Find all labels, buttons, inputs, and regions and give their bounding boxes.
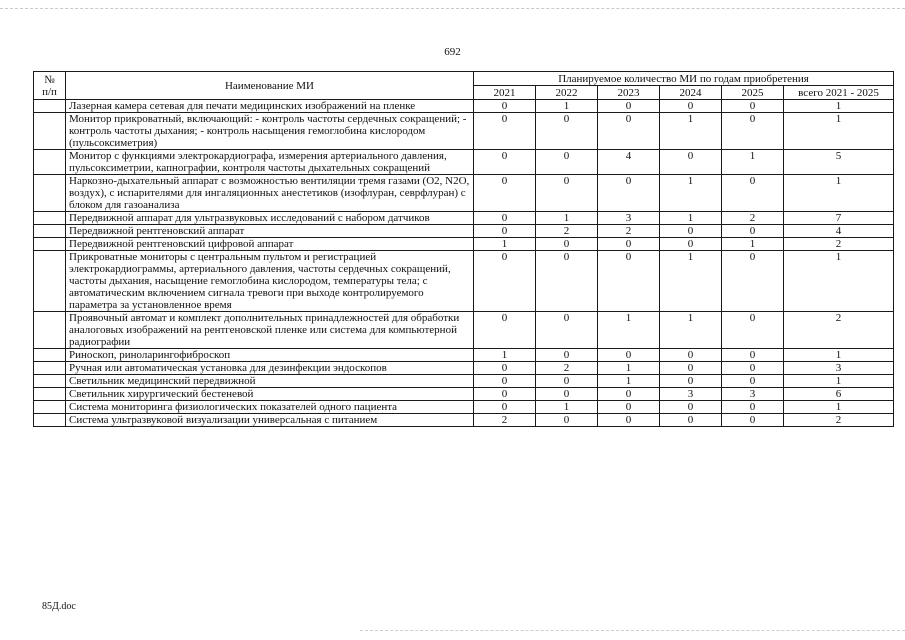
year-value-cell: 0	[660, 414, 722, 427]
year-value-cell: 0	[474, 388, 536, 401]
total-cell: 1	[784, 401, 894, 414]
header-year-2021: 2021	[474, 86, 536, 100]
table-row	[34, 238, 894, 251]
row-number-cell	[34, 349, 66, 362]
table-row	[34, 100, 894, 113]
total-cell: 6	[784, 388, 894, 401]
year-value-cell: 3	[660, 388, 722, 401]
year-value-cell: 0	[536, 238, 598, 251]
year-value-cell: 0	[660, 362, 722, 375]
year-value-cell: 1	[660, 113, 722, 150]
row-number-cell	[34, 388, 66, 401]
device-name-cell: Наркозно-дыхательный аппарат с возможностью вентиляции тремя газами (O2, N2O, воздух), с испарителями для ингаляционных анестетиков (изофлуран, севрфлуран) с блоком для газоанализа	[66, 175, 474, 212]
year-value-cell: 0	[598, 238, 660, 251]
year-value-cell: 1	[536, 100, 598, 113]
year-value-cell: 0	[660, 238, 722, 251]
year-value-cell: 1	[598, 375, 660, 388]
year-value-cell: 1	[536, 401, 598, 414]
year-value-cell: 0	[722, 349, 784, 362]
year-value-cell: 0	[474, 375, 536, 388]
year-value-cell: 1	[660, 175, 722, 212]
year-value-cell: 0	[722, 312, 784, 349]
device-name-cell: Передвижной аппарат для ультразвуковых исследований с набором датчиков	[66, 212, 474, 225]
year-value-cell: 0	[536, 375, 598, 388]
year-value-cell: 0	[660, 401, 722, 414]
year-value-cell: 0	[722, 225, 784, 238]
device-name-cell: Монитор прикроватный, включающий: - контроль частоты сердечных сокращений; - контроль частоты дыхания; - контроль насыщения гемоглобина кислородом (пульсоксиметрия)	[66, 113, 474, 150]
year-value-cell: 0	[536, 414, 598, 427]
device-name-cell: Система ультразвуковой визуализации универсальная с питанием	[66, 414, 474, 427]
table-row	[34, 175, 894, 212]
total-cell: 2	[784, 414, 894, 427]
year-value-cell: 0	[598, 401, 660, 414]
year-value-cell: 0	[598, 349, 660, 362]
year-value-cell: 0	[536, 312, 598, 349]
year-value-cell: 0	[660, 349, 722, 362]
year-value-cell: 0	[722, 375, 784, 388]
year-value-cell: 0	[474, 401, 536, 414]
equipment-table	[33, 71, 894, 427]
year-value-cell: 0	[474, 100, 536, 113]
scan-edge-bottom	[360, 630, 905, 632]
total-cell: 7	[784, 212, 894, 225]
table-row	[34, 375, 894, 388]
table-row	[34, 113, 894, 150]
total-cell: 2	[784, 312, 894, 349]
table-header	[34, 72, 894, 100]
year-value-cell: 0	[598, 113, 660, 150]
table-row	[34, 349, 894, 362]
year-value-cell: 1	[536, 212, 598, 225]
row-number-cell	[34, 150, 66, 175]
year-value-cell: 4	[598, 150, 660, 175]
row-number-cell	[34, 212, 66, 225]
year-value-cell: 0	[598, 175, 660, 212]
table-row	[34, 150, 894, 175]
year-value-cell: 2	[474, 414, 536, 427]
year-value-cell: 0	[722, 251, 784, 312]
total-cell: 1	[784, 349, 894, 362]
year-value-cell: 0	[536, 388, 598, 401]
year-value-cell: 0	[722, 100, 784, 113]
device-name-cell: Ручная или автоматическая установка для дезинфекции эндоскопов	[66, 362, 474, 375]
total-cell: 2	[784, 238, 894, 251]
year-value-cell: 1	[722, 238, 784, 251]
total-cell: 1	[784, 100, 894, 113]
row-number-cell	[34, 238, 66, 251]
device-name-cell: Риноскоп, риноларингофиброскоп	[66, 349, 474, 362]
year-value-cell: 1	[660, 251, 722, 312]
header-num: № п/п	[34, 72, 66, 100]
year-value-cell: 1	[722, 150, 784, 175]
year-value-cell: 1	[598, 362, 660, 375]
year-value-cell: 1	[474, 349, 536, 362]
page-number: 692	[444, 46, 461, 58]
total-cell: 1	[784, 175, 894, 212]
year-value-cell: 0	[722, 362, 784, 375]
row-number-cell	[34, 225, 66, 238]
header-year-2022: 2022	[536, 86, 598, 100]
year-value-cell: 0	[536, 113, 598, 150]
year-value-cell: 0	[722, 113, 784, 150]
row-number-cell	[34, 100, 66, 113]
year-value-cell: 0	[474, 113, 536, 150]
year-value-cell: 0	[598, 251, 660, 312]
device-name-cell: Светильник хирургический бестеневой	[66, 388, 474, 401]
header-year-2023: 2023	[598, 86, 660, 100]
year-value-cell: 0	[536, 150, 598, 175]
row-number-cell	[34, 414, 66, 427]
table-row	[34, 212, 894, 225]
table-row	[34, 251, 894, 312]
header-group: Планируемое количество МИ по годам приобретения	[474, 72, 894, 86]
total-cell: 5	[784, 150, 894, 175]
row-number-cell	[34, 375, 66, 388]
row-number-cell	[34, 401, 66, 414]
device-name-cell: Светильник медицинский передвижной	[66, 375, 474, 388]
total-cell: 3	[784, 362, 894, 375]
year-value-cell: 2	[598, 225, 660, 238]
year-value-cell: 0	[474, 251, 536, 312]
device-name-cell: Передвижной рентгеновский цифровой аппарат	[66, 238, 474, 251]
year-value-cell: 0	[660, 375, 722, 388]
year-value-cell: 0	[598, 388, 660, 401]
year-value-cell: 0	[536, 349, 598, 362]
year-value-cell: 2	[536, 225, 598, 238]
table-row	[34, 388, 894, 401]
year-value-cell: 0	[722, 414, 784, 427]
year-value-cell: 0	[598, 414, 660, 427]
year-value-cell: 1	[660, 312, 722, 349]
year-value-cell: 0	[722, 175, 784, 212]
header-year-2025: 2025	[722, 86, 784, 100]
year-value-cell: 0	[474, 312, 536, 349]
year-value-cell: 0	[474, 362, 536, 375]
year-value-cell: 1	[474, 238, 536, 251]
device-name-cell: Проявочный автомат и комплект дополнительных принадлежностей для обработки аналоговых изображений на рентгеновской пленке или система для компьютерной радиографии	[66, 312, 474, 349]
year-value-cell: 0	[474, 175, 536, 212]
header-name: Наименование МИ	[66, 72, 474, 100]
table-body	[34, 100, 894, 427]
table-row	[34, 225, 894, 238]
year-value-cell: 1	[598, 312, 660, 349]
device-name-cell: Монитор с функциями электрокардиографа, измерения артериального давления, пульсоксиметрии, капнографии, контроля частоты дыхательных сокращений	[66, 150, 474, 175]
year-value-cell: 3	[722, 388, 784, 401]
row-number-cell	[34, 362, 66, 375]
year-value-cell: 0	[598, 100, 660, 113]
table-row	[34, 414, 894, 427]
year-value-cell: 0	[660, 225, 722, 238]
year-value-cell: 0	[474, 225, 536, 238]
year-value-cell: 0	[660, 150, 722, 175]
year-value-cell: 3	[598, 212, 660, 225]
device-name-cell: Система мониторинга физиологических показателей одного пациента	[66, 401, 474, 414]
device-name-cell: Прикроватные мониторы с центральным пультом и регистрацией электрокардиограммы, артериального давления, частоты сердечных сокращений, частоты дыхания, насыщение гемоглобина кислородом, температуры тела; с автоматическим включением сигнала тревоги при выходе контролируемого параметра за установленное время	[66, 251, 474, 312]
total-cell: 4	[784, 225, 894, 238]
year-value-cell: 2	[722, 212, 784, 225]
year-value-cell: 1	[660, 212, 722, 225]
table-row	[34, 362, 894, 375]
year-value-cell: 0	[536, 251, 598, 312]
device-name-cell: Передвижной рентгеновский аппарат	[66, 225, 474, 238]
year-value-cell: 0	[536, 175, 598, 212]
year-value-cell: 0	[722, 401, 784, 414]
year-value-cell: 0	[474, 150, 536, 175]
year-value-cell: 0	[660, 100, 722, 113]
header-year-2024: 2024	[660, 86, 722, 100]
row-number-cell	[34, 251, 66, 312]
device-name-cell: Лазерная камера сетевая для печати медицинских изображений на пленке	[66, 100, 474, 113]
total-cell: 1	[784, 113, 894, 150]
year-value-cell: 2	[536, 362, 598, 375]
total-cell: 1	[784, 375, 894, 388]
scan-edge-top	[0, 0, 905, 9]
row-number-cell	[34, 175, 66, 212]
year-value-cell: 0	[474, 212, 536, 225]
total-cell: 1	[784, 251, 894, 312]
row-number-cell	[34, 113, 66, 150]
row-number-cell	[34, 312, 66, 349]
footer-filename: 85Д.doc	[42, 601, 76, 612]
header-total: всего 2021 - 2025	[784, 86, 894, 100]
table-row	[34, 312, 894, 349]
table-row	[34, 401, 894, 414]
